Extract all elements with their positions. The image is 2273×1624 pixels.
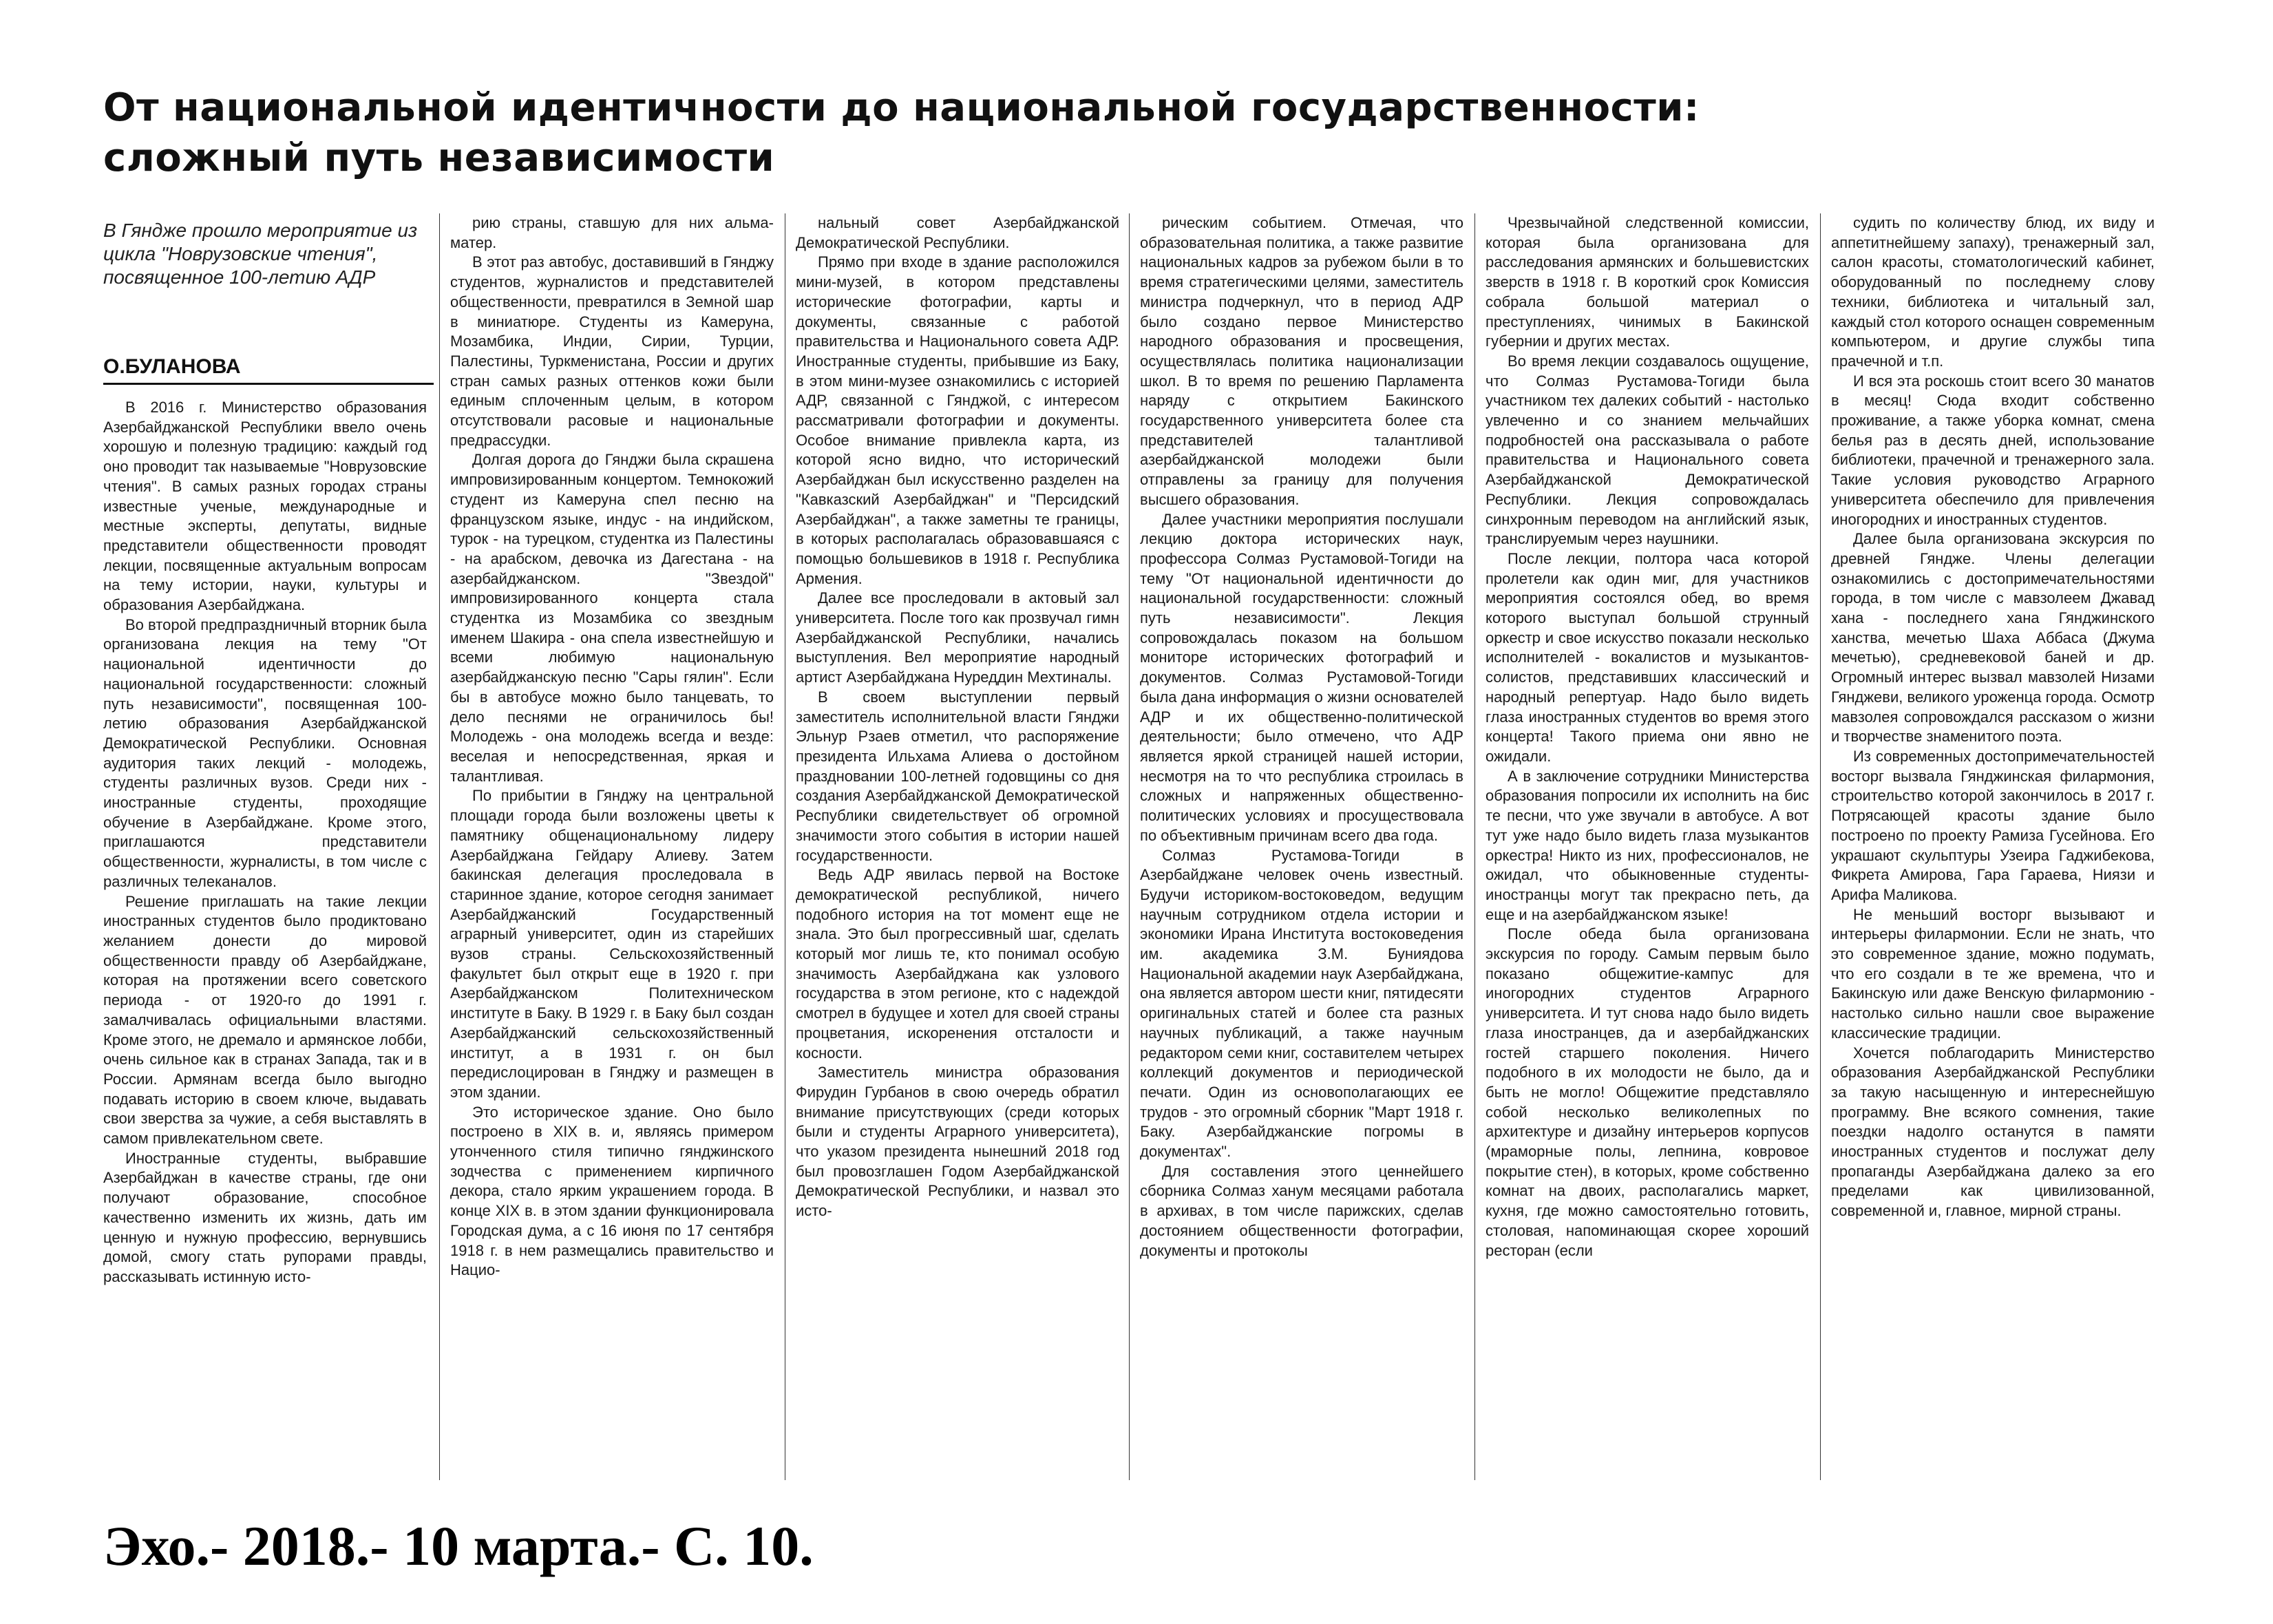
text-column-4: [1140, 213, 1463, 1261]
article-title: От национальной идентичности до национальной государственности: сложный путь независимости: [103, 85, 1700, 180]
paragraph: После обеда была организована экскурсия по городу. Самым первым было показано общежитие-кампус для иногородних студентов Аграрного университета. И тут снова надо было видеть глаза иностранцев, да и азербайджанских гостей старшего поколения. Ничего подобного в их молодости не было, да и быть не могло! Общежитие представляло собой несколько великолепных по архитектуре и дизайну интерьеров корпусов (мраморные полы, лепнина, ковровое покрытие стен), в которых, кроме собственно комнат на двоих, располагались маркет, кухня, где можно самостоятельно готовить, столовая, напоминающая скорее хороший ресторан (если: [1486, 925, 1809, 1259]
paragraph: Иностранные студенты, выбравшие Азербайджан в качестве страны, где они получают образование, способное качественно изменить их жизнь, дать им ценную и нужную профессию, вернувшись домой, смогу стать рупорами правды, рассказывать истинную исто-: [103, 1149, 427, 1285]
paragraph: Долгая дорога до Гянджи была скрашена импровизированным концертом. Темнокожий студент из Камеруна спел песню на французском языке, индус - на индийском, турок - на турецком, студентка из Палестины - на арабском, девочка из Дагестана - на азербайджанском. "Звездой" импровизированного концерта стала студентка из Мозамбика со звездным именем Шакира - она спела известнейшую и всеми любимую национальную азербайджанскую песню "Сары гялин". Если бы в автобусе можно было танцевать, то дело песнями не ограничилось бы! Молодежь - она молодежь всегда и везде: веселая и непосредственная, яркая и талантливая.: [450, 451, 774, 785]
paragraph: А в заключение сотрудники Министерства образования попросили их исполнить на бис те песни, что уже звучали в автобусе. А вот тут уже надо было видеть глаза музыкантов оркестра! Никто из них, профессионалов, не ожидал, что обыкновенные студенты-иностранцы могут так прекрасно петь, да еще и на азербайджанском языке!: [1486, 767, 1809, 923]
paragraph: Хочется поблагодарить Министерство образования Азербайджанской Республики за такую насыщенную и интереснейшую программу. Вне всякого сомнения, такие поездки надолго останутся в памяти иностранных студентов и послужат делу пропаганды Азербайджана далеко за его пределами как цивилизованной, современной и, главное, мирной страны.: [1831, 1044, 2155, 1220]
author-byline: О.БУЛАНОВА: [103, 355, 434, 385]
paragraph: Из современных достопримечательностей восторг вызвала Гянджинская филармония, строительство которой закончилось в 2017 г. Потрясающей красоты здание было построено по проекту Рамиза Гусейнова. Его украшают скульптуры Узеира Гаджибекова, Фикрета Амирова, Гара Гараева, Ниязи и Арифа Маликова.: [1831, 747, 2155, 903]
paragraph: Решение приглашать на такие лекции иностранных студентов было продиктовано желанием донести до мировой общественности правду об Азербайджане, которая на протяжении всего советского периода - от 1920-го до 1991 г. замалчивалась официальными властями. Кроме этого, не дремало и армянское лобби, очень сильное как в странах Запада, так и в России. Армянам всегда было выгодно подавать историю в своем ключе, выдавать свои зверства за чужие, а себя выставлять в самом привлекательном свете.: [103, 892, 427, 1148]
paragraph: И вся эта роскошь стоит всего 30 манатов в месяц! Сюда входит собственно проживание, а также уборка комнат, смена белья раз в десять дней, использование библиотеки, прачечной и тренажерного зала. Такие условия руководство Аграрного университета обеспечило для привлечения иногородних и иностранных студентов.: [1831, 372, 2155, 528]
paragraph: Во второй предпраздничный вторник была организована лекция на тему "От национальной идентичности до национальной государственности: сложный путь независимости", посвященная 100-летию образования Азербайджанской Демократической Республики. Основная аудитория таких лекций - молодежь, студенты различных вузов. Среди них - иностранные студенты, проходящие обучение в Азербайджане. Кроме этого, приглашаются представители общественности, журналисты, в том числе с различных телеканалов.: [103, 615, 427, 890]
paragraph: Не меньший восторг вызывают и интерьеры филармонии. Если не знать, что это современное здание, можно подумать, что его создали в те же времена, что и Бакинскую или даже Венскую филармонию - настолько сильно нашли свое выражение классические традиции.: [1831, 905, 2155, 1042]
paragraph: Далее участники мероприятия послушали лекцию доктора исторических наук, профессора Солмаз Рустамовой-Тогиди на тему "От национальной идентичности до национальной государственности: сложный путь независимости". Лекция сопровождалась показом на большом мониторе исторических фотографий и документов. Солмаз Рустамовой-Тогиди была дана информация о жизни основателей АДР и их общественно-политической деятельности; было отмечено, что АДР является яркой страницей нашей истории, несмотря на то что республика строилась в сложных и напряженных общественно-политических условиях и просуществовала по объективным причинам всего два года.: [1140, 510, 1463, 844]
paragraph: В этот раз автобус, доставивший в Гянджу студентов, журналистов и представителей общественности, превратился в Земной шар в миниатюре. Студенты из Камеруна, Мозамбика, Индии, Сирии, Турции, Палестины, Туркменистана, России и других стран самых разных оттенков кожи были единым сплоченным целым, в котором отсутствовали расовые и национальные предрассудки.: [450, 253, 774, 449]
article-subtitle: В Гяндже прошло мероприятие из цикла "Новрузовские чтения", посвященное 100-летию АДР: [103, 220, 418, 288]
paragraph: Ведь АДР явилась первой на Востоке демократической республикой, ничего подобного история на тот момент еще не знала. Это был прогрессивный шаг, сделать который мог лишь те, кто понимал особую значимость Азербайджана как узлового государства в этом регионе, кто с надеждой смотрел в будущее и хотел для своей страны процветания, искоренения отсталости и косности.: [796, 866, 1119, 1062]
paragraph: судить по количеству блюд, их виду и аппетитнейшему запаху), тренажерный зал, салон красоты, стоматологический кабинет, оборудованный по последнему слову техники, библиотека и читальный зал, каждый стол которого оснащен современным компьютером, и другие службы типа прачечной и т.п.: [1831, 214, 2155, 370]
text-column-5: [1486, 213, 1809, 1261]
paragraph: Во время лекции создавалось ощущение, что Солмаз Рустамова-Тогиди была участником тех далеких событий - настолько увлеченно и со знанием мельчайших подробностей она рассказывала о работе правительства и Национального совета Азербайджанской Демократической Республики. Лекция сопровождалась синхронным переводом на английский язык, транслируемым через наушники.: [1486, 352, 1809, 548]
paragraph: Солмаз Рустамова-Тогиди в Азербайджане человек очень известный. Будучи историком-востоковедом, ведущим научным сотрудником отдела истории и экономики Ирана Института востоковедения им. академика З.М. Буниядова Национальной академии наук Азербайджана, она является автором шести книг, пятидесяти оригинальных статей и более ста разных научных публикаций, а также научным редактором семи книг, составителем четырех коллекций документов и периодической печати. Один из основополагающих ее трудов - это огромный сборник "Март 1918 г. Баку. Азербайджанские погромы в документах".: [1140, 846, 1463, 1161]
text-column-6: [1831, 213, 2155, 1221]
paragraph: Прямо при входе в здание расположился мини-музей, в котором представлены исторические фотографии, карты и документы, связанные с работой правительства и Национального совета АДР. Иностранные студенты, прибывшие из Баку, в этом мини-музее ознакомились с историей АДР, связанной с Гянджой, с интересом рассматривали фотографии и документы. Особое внимание привлекла карта, из которой ясно видно, что исторический Азербайджан был искусственно разделен на "Кавказский Азербайджан" и "Персидский Азербайджан", а также заметны те границы, в которых располагалась образовавшаяся с помощью большевиков в 1918 г. Республика Армения.: [796, 253, 1119, 587]
text-column-1: [103, 398, 427, 1287]
paragraph: рию страны, ставшую для них альма-матер.: [450, 214, 774, 251]
paragraph: нальный совет Азербайджанской Демократической Республики.: [796, 214, 1119, 251]
column-divider: [1129, 213, 1130, 1480]
paragraph: Далее была организована экскурсия по древней Гяндже. Члены делегации ознакомились с достопримечательностями города, в том числе с мавзолеем Джавад хана - последнего хана Гянджинского ханства, мечетью Шаха Аббаса (Джума мечетью), средневековой баней и др. Огромный интерес вызвал мавзолей Низами Гянджеви, великого уроженца города. Осмотр мавзолея сопровождался рассказом о жизни и творчестве знаменитого поэта.: [1831, 530, 2155, 746]
paragraph: В своем выступлении первый заместитель исполнительной власти Гянджи Эльнур Рзаев отметил, что распоряжение президента Ильхама Алиева о достойном праздновании 100-летней годовщины со дня создания Азербайджанской Демократической Республики свидетельствует об огромной значимости этого события в истории нашей государственности.: [796, 688, 1119, 864]
paragraph: Это историческое здание. Оно было построено в XIX в. и, являясь примером утонченного стиля типично гянджинского зодчества с применением кирпичного декора, стало ярким украшением города. В конце XIX в. в этом здании функционировала Городская дума, а с 16 июня по 17 сентября 1918 г. в нем размещались правительство и Нацио-: [450, 1103, 774, 1279]
column-divider: [1474, 213, 1475, 1480]
paragraph: Чрезвычайной следственной комиссии, которая была организована для расследования армянских и большевистских зверств в 1918 г. В короткий срок Комиссия собрала большой материал о преступлениях, чинимых в Бакинской губернии и других местах.: [1486, 214, 1809, 350]
paragraph: По прибытии в Гянджу на центральной площади города были возложены цветы к памятнику общенациональному лидеру Азербайджана Гейдару Алиеву. Затем бакинская делегация проследовала в старинное здание, которое сегодня занимает Азербайджанский Государственный аграрный университет, один из старейших вузов страны. Сельскохозяйственный факультет был открыт еще в 1920 г. при Азербайджанском Политехническом институте в Баку. В 1929 г. в Баку был создан Азербайджанский сельскохозяйственный институт, а в 1931 г. он был передислоцирован в Гянджу и размещен в этом здании.: [450, 787, 774, 1101]
paragraph: После лекции, полтора часа которой пролетели как один миг, для участников мероприятия состоялся обед, во время которого выступал большой струнный оркестр и свое искусство показали несколько исполнителей - вокалистов и музыкантов-солистов, представивших классический и народный репертуар. Надо было видеть глаза иностранных студентов во время этого концерта! Такого приема они явно не ожидали.: [1486, 549, 1809, 765]
text-column-2: [450, 213, 774, 1280]
paragraph: Заместитель министра образования Фирудин Гурбанов в свою очередь обратил внимание присутствующих (среди которых были и студенты Аграрного университета), что указом президента нынешний 2018 год был провозглашен Годом Азербайджанской Демократической Республики, и назвал это исто-: [796, 1064, 1119, 1220]
paragraph: В 2016 г. Министерство образования Азербайджанской Республики ввело очень хорошую и полезную традицию: каждый год оно проводит так называемые "Новрузовские чтения". В самых разных городах страны известные ученые, международные и местные эксперты, депутаты, видные представители общественности проводят лекции, посвященные актуальным вопросам на тему истории, науки, культуры и образования Азербайджана.: [103, 399, 427, 614]
paragraph: Далее все проследовали в актовый зал университета. После того как прозвучал гимн Азербайджанской Республики, начались выступления. Вел мероприятие народный артист Азербайджана Нуреддин Мехтиналы.: [796, 589, 1119, 686]
column-divider: [439, 213, 440, 1480]
column-divider: [1820, 213, 1821, 1480]
source-citation: Эхо.- 2018.- 10 марта.- С. 10.: [103, 1515, 814, 1577]
paragraph: Для составления этого ценнейшего сборника Солмаз ханум месяцами работала в архивах, в том числе парижских, сделав достоянием общественности фотографии, документы и протоколы: [1140, 1162, 1463, 1259]
text-column-3: [796, 213, 1119, 1221]
paragraph: рическим событием. Отмечая, что образовательная политика, а также развитие национальных кадров за рубежом были в то время стратегическими целями, заместитель министра подчеркнул, что в период АДР было создано первое Министерство народного образования и просвещения, осуществлялась политика национализации школ. В то время по решению Парламента наряду с открытием Бакинского государственного университета более ста представителей талантливой азербайджанской молодежи были отправлены за границу для получения высшего образования.: [1140, 214, 1463, 508]
